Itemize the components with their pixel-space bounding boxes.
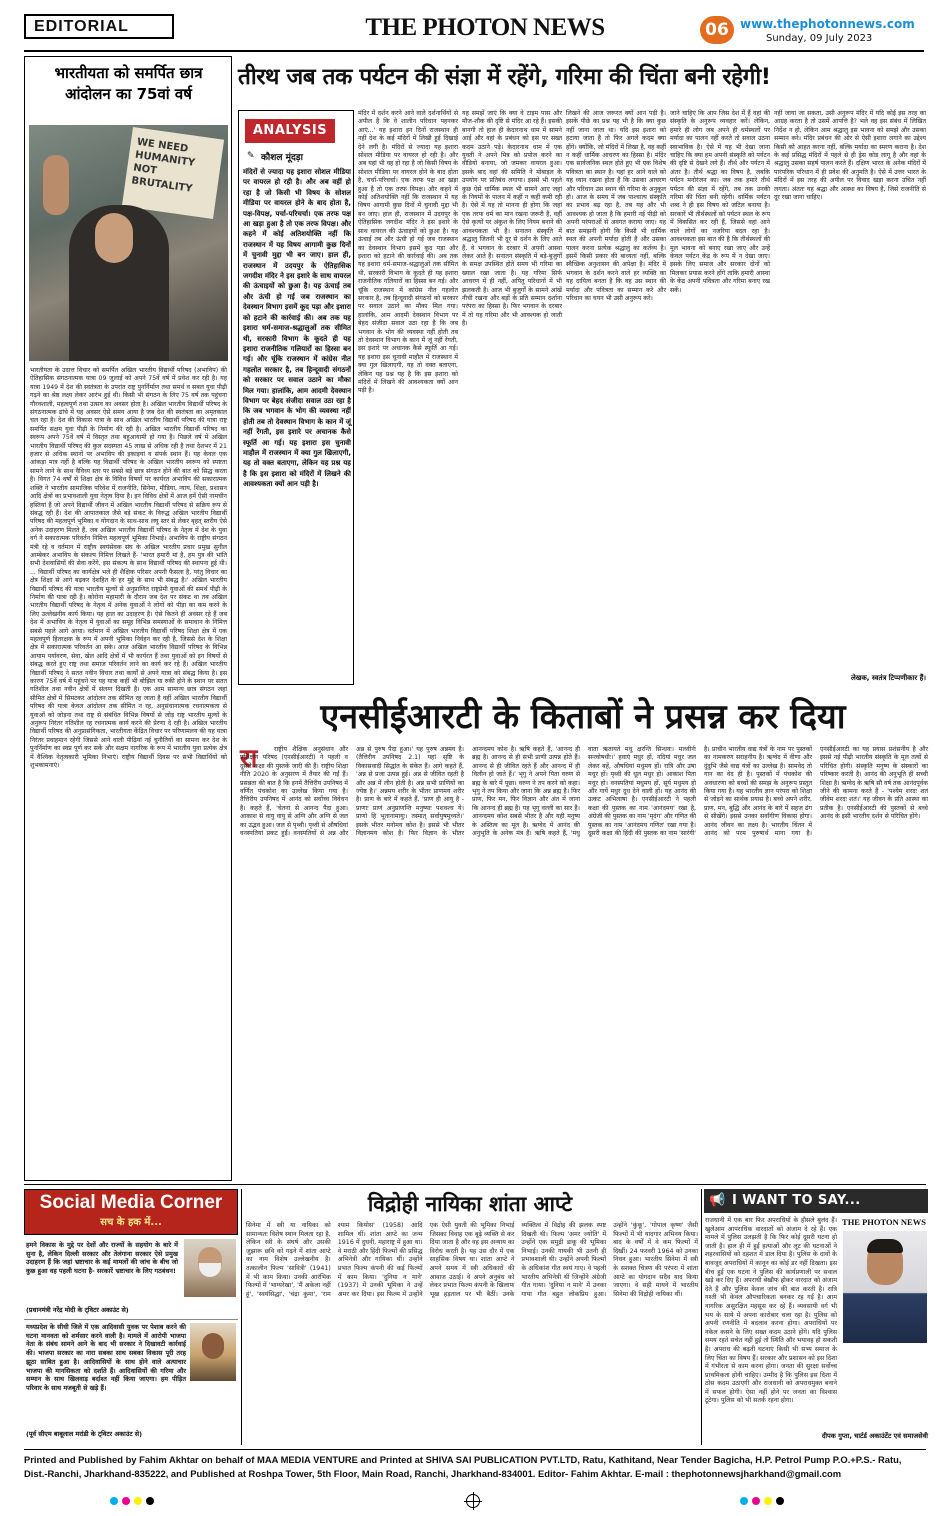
masthead-logo — [365, 14, 605, 46]
ncert-dropcap: रा — [240, 744, 258, 774]
author-photo — [843, 1231, 927, 1343]
black-swatch-2 — [776, 1497, 784, 1505]
iwts-body: राजधानी में एक बार फिर अपराधियों के हौसले बुलंद हैं। खुलेआम आपराधिक वारदातों को अंजाम दे रहे हैं। एक मामले में पुलिस उलझती है कि फिर कोई दूसरी घटना हो जाती है। हाल ही में हुई हत्याओं और लूट की घटनाओं ने शहरवासियों को दहशत में डाल दिया है। पुलिस के दावों के बावजूद अपराधियों में कानून का कोई डर नहीं दिखता। इस बीच हुई एक घटना ने पुलिस की कार्यप्रणाली पर सवाल खड़े कर दिए हैं। अपराधी बेखौफ होकर वारदात को अंजाम देते हैं और पुलिस केवल जांच की बात करती है। रात्रि गश्ती भी केवल औपचारिकता बनकर रह गई है। आम नागरिक असुरक्षित महसूस कर रहे हैं। व्यवसायी वर्ग भी भय के साये में अपना कारोबार चला रहा है। पुलिस को अपनी रणनीति में बदलाव करना होगा। अपराधियों पर नकेल कसने के लिए सख्त कदम उठाने होंगे। यदि पुलिस समय रहते सचेत नहीं हुई तो स्थिति और भयावह हो सकती है। अपराध की बढ़ती घटनाएं किसी भी सभ्य समाज के लिए चिंता का विषय हैं। सरकार और प्रशासन को इस दिशा में गंभीरता से काम करना होगा। जनता की सुरक्षा सर्वोच्च प्राथमिकता होनी चाहिए। उम्मीद है कि पुलिस इस दिशा में ठोस कदम उठाएगी और राजधानी को अपराधमुक्त बनाने में सफल होगी। ऐसा नहीं होने पर जनता का विश्वास टूटेगा। पुलिस को भी सतर्क रहना होगा। — [705, 1217, 837, 1405]
social-post-2 — [24, 1323, 238, 1443]
social-post-1-source: (प्रधानमंत्री नरेंद्र मोदी के ट्विटर अकाउंट से) — [26, 1306, 129, 1314]
yellow-swatch-2 — [764, 1497, 772, 1505]
iwts-title: I WANT TO SAY... — [732, 1193, 861, 1208]
megaphone-icon: 📢 — [709, 1193, 726, 1208]
lead-col4: जाने चाहिए कि आप जिस देश में हैं वहां की संस्कृति के अनुरूप व्यवहार करें। लेकिन, हमारे ही लोग जब अपने ही धर्मस्थलों पर मर्यादा का पालन नहीं करते तो सवाल उठना स्वाभाविक है। ऐसे में यह भी देखा जाना चाहिए कि क्या हम अपनी संस्कृति को पर्यटन की दृष्टि से देखने लगे हैं। तीर्थ और पर्यटन में अंतर है। तीर्थ श्रद्धा का विषय है, जबकि पर्यटन मनोरंजन का। जब तक हमारे तीर्थ पर्यटन की संज्ञा में रहेंगे, तब तक उनकी गरिमा की चिंता बनी रहेगी। धार्मिक पर्यटन शब्द ने ही इस विषय को जटिल बनाया है। सरकारें भी तीर्थस्थलों को पर्यटन स्थल के रूप में विकसित कर रही हैं, जिससे वहां आने वाले लोगों का नजरिया बदल रहा है। आवश्यकता इस बात की है कि तीर्थस्थलों की मूल भावना को बनाए रखा जाए और उन्हें केवल पर्यटन केंद्र के रूप में न देखा जाए। इसके लिए समाज और सरकार दोनों को मिलकर प्रयास करने होंगे ताकि हमारी आस्था के केंद्र अपनी पवित्रता और गरिमा बनाए रख सकें। — [670, 110, 770, 294]
imprint-line-1: Printed and Published by Fahim Akhtar on behalf of MAA MEDIA VENTURE and Printed at SHIVA SAI PUBLICATION PVT.LTD, Ratu, Kathitand, Near Tender Bagicha, H.P. Petrol Pump P.O.+P.S.- Ratu, — [24, 1454, 902, 1465]
page-number-badge — [700, 16, 734, 44]
social-post-1-text: हमने विकास के मुद्दे पर देशों और राज्यों के सहयोग के बारे में सुना है, लेकिन दिल्ली सरकार और तेलंगाना सरकार ऐसे प्रमुख उदाहरण हैं कि जहां भ्रष्टाचार के कई मामलों की जांच के बीच जो कुछ हुआ वह पहली घटना है- सरकारें भ्रष्टाचार के लिए गठबंधन! — [26, 1241, 178, 1276]
shanta-text: सिनेमा में स्त्री या नायिका को सामान्यतः विशेष स्थान मिलता रहा है, लेकिन स्त्री के संघर्ष और उसकी जुझारू छवि को गढ़ने में शांता आप्टे का नाम विशेष उल्लेखनीय है। तत्कालीन फिल्म 'सावित्री' (1941) में भी काम किया। उनकी आरंभिक फिल्मों में 'भाग्यरेखा', 'मैं अकेला नहीं हूं', 'स्वयंसिद्धा', 'चंद्रा कुमा', 'राम श्याम कियोस' (1958) आदि शामिल थीं। शांता आप्टे का जन्म 1916 में दुधनी, महाराष्ट्र में हुआ था। वे मराठी और हिंदी फिल्मों की प्रसिद्ध अभिनेत्री और गायिका थीं। उन्होंने प्रभात फिल्म कंपनी की कई फिल्मों में काम किया। 'दुनिया न माने' (1937) में उनकी भूमिका ने उन्हें अमर कर दिया। इस फिल्म में उन्होंने एक ऐसी युवती की भूमिका निभाई जिसका विवाह एक बूढ़े व्यक्ति से कर दिया जाता है और वह इस अन्याय का विरोध करती है। यह उस दौर में एक साहसिक विषय था। शांता आप्टे ने अपने समय में स्त्री अधिकारों की आवाज उठाई। वे अपने अनुबंध को लेकर प्रभात फिल्म कंपनी के खिलाफ भूख हड़ताल पर भी बैठीं। उनके व्यक्तित्व में विद्रोह की झलक स्पष्ट दिखती थी। फिल्म 'अमर ज्योति' में उन्होंने एक समुद्री डाकू की भूमिका निभाई। उनकी गायकी भी उतनी ही प्रभावशाली थी। उन्होंने अपनी फिल्मों के अधिकांश गीत स्वयं गाए। वे पहली भारतीय अभिनेत्री थीं जिन्होंने अंग्रेजी गीत गाया। 'दुनिया न माने' में उनका गाया गीत बहुत लोकप्रिय हुआ। उन्होंने 'कुंकू', 'गोपाल कृष्ण' जैसी फिल्मों में भी यादगार अभिनय किया। बाद के वर्षों में वे कम फिल्मों में दिखीं। 24 फरवरी 1964 को उनका निधन हुआ। भारतीय सिनेमा में स्त्री के सशक्त चित्रण की परंपरा में शांता आप्टे का योगदान सदैव याद किया जाएगा। वे सही मायने में भारतीय सिनेमा की विद्रोही नायिका थीं। — [246, 1222, 698, 1298]
registration-mark — [466, 1494, 480, 1508]
yellow-swatch — [134, 1497, 142, 1505]
i-want-to-say — [704, 1189, 928, 1445]
lead-headline: तीरथ जब तक पर्यटन की संज्ञा में रहेंगे, गरिमा की चिंता बनी रहेगी! — [238, 64, 771, 90]
modi-beard — [199, 1263, 221, 1277]
color-bar-left — [110, 1497, 200, 1505]
iwts-paper-name: THE PHOTON NEWS — [842, 1217, 926, 1227]
lead-byline: कौशल मूंदड़ा — [261, 153, 303, 163]
iwts-signature: दीपक गुप्ता, चार्टर्ड अकाउंटेंट एवं समाजसेवी — [821, 1432, 928, 1440]
social-post-2-source: (पूर्व सीएम बाबूलाल मरांडी के ट्विटर अकाउंट से) — [26, 1430, 143, 1438]
lead-author-note: लेखक, स्वतंत्र टिप्पणीकार हैं। — [850, 674, 926, 682]
placard-text: WE NEED HUMANITY NOT BRUTALITY — [130, 136, 196, 195]
cyan-swatch — [110, 1497, 118, 1505]
imprint-line-2: Dist.-Ranchi, Jharkhand-835222, and Published at Roshpa Tower, 5th Floor, Main Road, Ranchi, Jharkhand-834001. Editor- Fahim Akhtar. E-mail : thephotonnewsjharkhand@gmail.com — [24, 1468, 842, 1479]
protester-face — [95, 213, 133, 263]
sidebar-headline: भारतीयता को समर्पित छात्र आंदोलन का 75वां वर्ष — [54, 64, 203, 103]
protest-photo — [29, 125, 228, 361]
page-number: 06 — [705, 20, 729, 40]
pen-icon: ✎ — [247, 151, 255, 161]
black-swatch — [146, 1497, 154, 1505]
lead-intro: मंदिरों से ज्यादा यह इशारा सोशल मीडिया पर वायरल हो रही है। और अब वहीं हो रहा है जो किसी भी विषय के सोशल मीडिया पर वायरल होने के बाद होता है, पक्ष-विपक्ष, पर्चा-परिचर्चा। एक तरफ पक्ष आ खड़ा हुआ है तो एक तरफ विपक्ष। और कहने में कोई अतिशयोक्ति नहीं कि राजस्थान में यह विषय आगामी कुछ दिनों में चुनावी मुद्दा भी बन जाए। हाल ही, राजस्थान में उदयपुर के ऐतिहासिक जगदीश मंदिर ने इस इशारे के साथ वायरल की ऊंचाइयों को छुआ है। यह ऊंचाई तब और ऊंची हो गई जब राजस्थान का देवस्थान विभाग इसमें कूद पड़ा और इशारा को हटाने की कार्रवाई की। अब तक यह इशारा धर्म-समाज-श्रद्धालुओं तक सीमित थी, सरकारी विभाग के कूदते ही यह इशारा राजनीतिक गलियारों का हिस्सा बन गई। और चूंकि राजस्थान में कांग्रेस नीत गहलोत सरकार है, तब हिन्दूवादी संगठनों को सरकार पर सवाल उठाने का मौका मिल गया। हालांकि, आम आदमी देवस्थान विभाग पर बेहद संजीदा सवाल उठा रहा है कि जब भगवान के भोग की व्यवस्था नहीं होती तब तो देवस्थान विभाग के कान में जूं नहीं रेंगती, इस इशारे पर अचानक कैसे स्फूर्ति आ गई। यह इशारा इस चुनावी माहौल में राजस्थान में क्या गुल खिलाएगी, यह तो वक्त बताएगा, लेकिन यह प्रश्न यह है कि इस इशारा को मंदिरों में लिखने की आवश्यकता क्यों आन पड़ी है। — [243, 168, 351, 489]
social-media-corner — [24, 1189, 238, 1445]
social-post-2-text: मध्यप्रदेश के सीधी जिले में एक आदिवासी युवक पर पेशाब करने की घटना मानवता को शर्मसार करने वाली है। मामले में आरोपी भाजपा नेता के संबंध सामने आने के बाद भी सरकार ने दिखावटी कार्रवाई की। भाजपा सरकार का नारा सबका साथ सबका विकास पूरी तरह झूठा साबित हुआ है। आदिवासियों के साथ होने वाले अत्याचार भाजपा की मानसिकता को दर्शाते हैं। आदिवासियों की गरिमा और सम्मान के साथ खिलवाड़ बर्दाश्त नहीं किया जाएगा। हम पीड़ित परिवार के साथ मजबूती से खड़े हैं। — [26, 1323, 186, 1392]
social-subtitle: सच के हक में... — [100, 1217, 162, 1228]
shanta-headline: विद्रोही नायिका शांता आप्टे — [367, 1192, 573, 1216]
modi-avatar — [184, 1239, 236, 1297]
analysis-label: ANALYSIS — [252, 123, 328, 138]
ncert-body — [240, 746, 928, 1178]
analysis-tag — [245, 119, 335, 143]
mid-rule — [24, 1184, 926, 1185]
ncert-headline: एनसीईआरटी के किताबों ने प्रसन्न कर दिया — [320, 697, 846, 737]
marandi-avatar — [190, 1323, 236, 1381]
lead-col3: लिखने की आज जरूरत क्यों आन पड़ी है। इसके पीछे का प्रश्न यह भी है कि क्या कुछ नहीं जाना जाता था। यदि इस इशारा को हटाया जाता है तो फिर अगले कदम क्या होंगे। क्योंकि, जो मंदिरों में लिखा है, वह कहीं न कहीं धार्मिक आचरण का हिस्सा है। मंदिर एक सार्वजनिक स्थल होते हुए भी एक विशेष पवित्रता का स्थान है। यहां हर आने वाले को यह ध्यान रखना होता है कि उसका आचरण और परिधान उस स्थान की गरिमा के अनुकूल हो। आज के समय में जब पाश्चात्य संस्कृति का प्रभाव बढ़ रहा है, तब यह और भी आवश्यक हो जाता है कि हमारी नई पीढ़ी को अपनी परंपराओं से अवगत कराया जाए। यह बात समझनी होगी कि किसी भी धार्मिक स्थल की अपनी मर्यादा होती है और उसका पालन करना प्रत्येक श्रद्धालु का कर्तव्य है। इसमें किसी प्रकार की बाध्यता नहीं, बल्कि स्वैच्छिक अनुशासन की अपेक्षा है। मंदिर में भगवान के दर्शन करने वाले हर व्यक्ति का यह दायित्व बनता है कि वह उस स्थान की मर्यादा और पवित्रता का सम्मान करे और परिधान का चयन भी उसी अनुरूप करे। — [566, 110, 666, 302]
col-rule-right — [701, 1189, 702, 1445]
sidebar-body: भारतीयता के उदात्त विचार को समर्पित अखिल भारतीय विद्यार्थी परिषद (अभाविप) की ऐतिहासिक संगठनात्मक यात्रा 09 जुलाई को अपने 75वें वर्ष में प्रवेश कर रही है। यह यात्रा 1949 में देश की स्वतंत्रता के उपरांत राष्ट्र पुनर्निर्माण तथा समर्थ व सबल युवा पीढ़ी गढ़ने का श्रेष्ठ लक्ष्य लेकर आरंभ हुई थी। किसी भी संगठन के लिए 75 वर्ष तक पहुंचना गौरवशाली, महत्वपूर्ण तथा उत्सव का अवसर होता है। अखिल भारतीय विद्यार्थी परिषद के संगठनात्मक ढांचे में यह अवसर ऐसे समय आया है जब देश की स्वतंत्रता का अमृतकाल चल रहा है। देश की विकास यात्रा के साथ अखिल भारतीय विद्यार्थी परिषद की यात्रा राष्ट्र समर्पित सक्षम युवा पीढ़ी के निर्माण की रही है। अखिल भारतीय विद्यार्थी परिषद का स्वरूप अपने 75वें वर्ष में विस्तृत तथा बहुआयामी हो गया है। पिछले वर्ष में अखिल भारतीय विद्यार्थी परिषद की कुल सदस्यता 45 लाख से अधिक रही है तथा देशभर में 21 हजार से अधिक स्थानों पर अभाविप की इकाइयां व संपर्क स्थान हैं। यह केवल एक आंकड़ा मात्र नहीं है बल्कि यह विद्यार्थी परिषद के अखिल भारतीय स्वरूप को स्पष्टता सामने लाने के साथ वैविध्य स्तर पर सबसे बड़े छात्र संगठन होने की बात को सिद्ध करता है। विगत 74 वर्षों से शिक्षा क्षेत्र के विविध विषयों पर कार्यरत अभाविप की सकारात्मक शक्ति ने भारतीय सामाजिक परिवेश में राजनीति, सिनेमा, मीडिया, न्याय, शिक्षा, प्रशासन आदि क्षेत्रों का प्रभावशाली युवा नेतृत्व दिया है। इन विविध क्षेत्रों में आज हमें ऐसी नामचीन हस्तियां हैं जो अपने विद्यार्थी जीवन में अखिल भारतीय विद्यार्थी परिषद से सक्रिय रूप से संबद्ध रही हैं। देश की आपातकाल जैसे बड़े संकट के विरुद्ध अखिल भारतीय विद्यार्थी परिषद की महत्वपूर्ण भूमिका व योगदान के साथ-साथ लघु स्तर से लेकर बृहत् स्तरीय ऐसे अनेक उदाहरण मिलते हैं, जब अखिल भारतीय विद्यार्थी परिषद के नेतृत्व में देश के युवा वर्ग ने सकारात्मक परिवर्तन निमित्त महत्वपूर्ण भूमिका निभाई। अभाविप के राष्ट्रीय संगठन मंत्री रहे व वर्तमान में राष्ट्रीय स्वयंसेवक संघ के अखिल भारतीय प्रचार प्रमुख सुनील आम्बेकर अभाविप के संकल्प निमित्त लिखते हैं- 'भारत हमारी मां है, हम पुत्र की भांति सभी देशवासियों की सेवा करेंगे, इस संकल्प के साथ विद्यार्थी परिषद की स्थापना हुई थी। ... विद्यार्थी परिषद का कार्यक्षेत्र भले ही शैक्षिक परिसर अपनी फैसला है, परंतु विचार का क्षेत्र शिक्षा से आगे बढ़कर देशहित के हर मुद्दे के साथ भी संबद्ध है।' अखिल भारतीय विद्यार्थी परिषद की यात्रा भारतीय मूल्यों से अनुप्राणित राष्ट्रप्रेमी युवाओं की समर्थ पीढ़ी के निर्माण की यात्रा रही है। कोरोना महामारी के दौरान जब देश पर संकट था तब अखिल भारतीय विद्यार्थी परिषद के नेतृत्व में अनेक युवाओं ने लोगों को पीड़ा का कम करने के लिए उल्लेखनीय कार्य किया। यह हाल का उदाहरण है। ऐसे कितने ही अवसर रहे हैं जब देश में अभाविप के नेतृत्व में युवाओं का समूह विभिन्न समस्याओं के समाधान के निमित्त सबसे पहले आगे आया। वर्तमान में अखिल भारतीय विद्यार्थी परिषद शिक्षा क्षेत्र में एक महत्वपूर्ण हितरक्षक के रूप में अपनी भूमिका निर्वहन कर रही है, जिससे देश के शिक्षा क्षेत्र में सकारात्मक परिवर्तन आ सके। आज अखिल भारतीय विद्यार्थी परिषद के विभिन्न आयाम पर्यावरण, सेवा, खेल आदि क्षेत्रों में भी कार्यरत हैं तथा युवाओं को इन विषयों से संबद्ध करते हुए राष्ट्र तथा समाज परिवर्तन लाने का कार्य कर रहे हैं। अखिल भारतीय विद्यार्थी परिषद ने सतत नवीन विचार तथा कार्यों से अपने यात्रा को संबद्ध किया है। इस कारण 75वें वर्ष में पहुंचने पर यह यात्रा कहीं भी बोझिल या रुकी होने के स्थान पर सतत गतिशील तथा नवीन क्षेत्रों में संलग्न दिखती है। एक आम सामान्य छात्र संगठन जहां सीमित क्षेत्रों में सिमटकर आंदोलन तक सीमित रह जाता है वहीं अखिल भारतीय विद्यार्थी परिषद की यात्रा केवल आंदोलन तक सीमित न रह, अनुसंधानात्मक रचनात्मकता से युवाओं को जोड़ना तथा राष्ट्र से संबंधित विभिन्न विषयों से जोड़ राष्ट्र भारतीय मूल्यों के अनुरूप निरंतर गतिशील रह रचनात्मक कार्य करने की प्रेरणा दे रही है। अखिल भारतीय विद्यार्थी परिषद की अनुप्रासंगिकता, भारतीयता केंद्रित विचार पर परिणामलय की यह यात्रा निरंतर प्रवाहमान रहेगी जिससे आने वाली पीढ़ियां नई चुनौतियों का सामना कर देश के पुनर्निर्माण का स्वप्न पूर्ण कर सकें और सक्षम नागरिक के रूप में भारतीय युवा प्रत्येक क्षेत्र में वैश्विक नेतृत्वकारी भूमिका निभाएं। राष्ट्रीय विद्यार्थी दिवस पर सभी विद्यार्थियों को शुभकामनाएं। — [30, 367, 227, 770]
masthead-rule — [24, 50, 924, 52]
social-title: Social Media Corner — [39, 1192, 223, 1213]
shanta-body — [246, 1222, 698, 1444]
issue-date: Sunday, 09 July 2023 — [766, 33, 873, 44]
paper-name: THE PHOTON NEWS — [365, 14, 605, 41]
lead-col5: नहीं जाया जा सकता, उसी अनुरूप मंदिर में यदि कोई इस तरह का आग्रह करता है तो उसमें आपत्ति है? भले वह इस संबंध में लिखित निर्देश न हो, लेकिन आम श्रद्धालु इस भावना को समझे और उसका सम्मान करे। मंदिर प्रबंधन की ओर से ऐसी इशारा लगाने का उद्देश्य किसी को आहत करना नहीं, बल्कि मर्यादा का स्मरण कराना है। देश के कई प्रसिद्ध मंदिरों में पहले से ही ड्रेस कोड लागू है और वहां के श्रद्धालु उसका सहर्ष पालन करते हैं। दक्षिण भारत के अनेक मंदिरों में पारंपरिक परिधान में ही प्रवेश की अनुमति है। ऐसे में उत्तर भारत के मंदिरों में इस तरह की अपील पर विवाद खड़ा करना उचित नहीं लगता। अंततः यह श्रद्धा और आस्था का विषय है, जिसे राजनीति से दूर रखा जाना चाहिए। — [774, 110, 926, 202]
lead-col1: मंदिर में दर्शन करने आने वाले दर्शनार्थियों से अपील है कि वे शालीन परिधान पहनकर आएं...' यह इशारा इन दिनों राजस्थान ही नहीं देश के कई मंदिरों में लिखी हुई दिखाई देने लगी है। मंदिरों से ज्यादा यह इशारा सोशल मीडिया पर वायरल हो रही है। और अब यहां भी वह हो रहा है जो किसी विषय के सोशल मीडिया पर वायरल होने के बाद होता है, चर्चा-परिचर्चा। एक तरफ पक्ष आ खड़ा हुआ है तो एक तरफ विपक्ष। और कहने में कोई अतिशयोक्ति नहीं कि राजस्थान में यह विषय आगामी कुछ दिनों में चुनावी मुद्दा भी बन जाए। हाल ही, राजस्थान में उदयपुर के ऐतिहासिक जगदीश मंदिर ने इस इशारे के साथ वायरल की ऊंचाइयों को छुआ है। यह ऊंचाई तब और ऊंची हो गई जब राजस्थान का देवस्थान विभाग इसमें कूद पड़ा और इशारा को हटाने की कार्रवाई की। अब तक यह इशारा धर्म-समाज-श्रद्धालुओं तक सीमित थी, सरकारी विभाग के कूदते ही यह इशारा राजनीतिक गलियारों का हिस्सा बन गई। और चूंकि राजस्थान में कांग्रेस नीत गहलोत सरकार है, तब हिन्दूवादी संगठनों को सरकार पर सवाल उठाने का मौका मिल गया। हालांकि, आम आदमी देवस्थान विभाग पर बेहद संजीदा सवाल उठा रहा है कि जब भगवान के भोग की व्यवस्था नहीं होती तब तो देवस्थान विभाग के कान में जूं नहीं रेंगती, इस इशारे पर अचानक कैसे स्फूर्ति आ गई। यह इशारा इस चुनावी माहौल में राजस्थान में क्या गुल खिलाएगी, यह तो वक्त बताएगा, लेकिन यह प्रश्न यह है कि इस इशारा को मंदिरों में लिखने की आवश्यकता क्यों आन पड़ी है। — [358, 110, 458, 395]
color-bar-right — [740, 1497, 830, 1505]
footer-rule — [24, 1449, 926, 1450]
lead-col1-box — [238, 110, 354, 685]
social-divider — [24, 1319, 238, 1320]
ncert-text: राष्ट्रीय शैक्षिक अनुसंधान और प्रशिक्षण परिषद (एनसीईआरटी) ने पहली व दूसरी कक्षा की पुस्तकें जारी की हैं। राष्ट्रीय शिक्षा नीति 2020 के अनुसरण में तैयार की गईं हैं। प्रसन्नता की बात है कि इनमें तैत्तिरीय उपनिषद में वर्णित पंचकोश का उल्लेख किया गया है। तैत्तिरीय उपनिषद में आनंद को सर्वोच्च विवेचन है। कहते हैं, 'चेतना से आनन्द पैदा हुआ। आकाश से वायु वायु से अग्नि और अग्नि से जल का उद्भव हुआ। जल से पृथ्वी। पृथ्वी से औषधियां वनस्पतियां प्रकट हुईं। वनस्पतियों से अन्न और अन्न से पुरुष पैदा हुआ।' यह पुरुष अन्नमय है। (तैत्तिरीय उपनिषद 2.1) यहां सृष्टि के विकासवादी सिद्धांत के संकेत हैं। आगे कहते हैं, 'अन्न से प्रजा उत्पन्न हुई। अन्न से जीवित रहती है और अन्न में लीन होती है। अन्न सभी प्राणियों का ज्येष्ठ है।' अन्नमय शरीर के भीतर प्राणमय शरीर है। प्राण के बारे में कहते हैं, 'प्राण ही आयु है - प्राणाः प्राणं अनुप्राणन्ति मनुष्याः पशवश्च ये। प्राणो हि भूतानामायुः। तस्मात् सर्वायुषमुच्यते।' इसके भीतर मनोमय कोश है। इससे भी भीतर विज्ञानमय कोश है। फिर विज्ञान के भीतर आनन्दमय कोश है। ऋषि कहते हैं, 'आनन्द ही ब्रह्म है। आनन्द से ही सभी प्राणी उत्पन्न होते हैं। आनन्द से ही जीवित रहते हैं और आनन्द में ही विलीन हो जाते हैं।' भृगु ने अपने पिता वरुण से ब्रह्म के बारे में पूछा। वरुण ने तप करने को कहा। भृगु ने तप किया और जाना कि अन्न ब्रह्म है। फिर प्राण, फिर मन, फिर विज्ञान और अंत में जाना कि आनन्द ही ब्रह्म है। यह भृगु वल्ली का सार है। आनन्दमय कोश सबसे भीतर है और यही मनुष्य के अस्तित्व का मूल है। ऋग्वेद में आनंद की अनुभूति के अनेक मंत्र हैं। ऋषि कहते हैं, 'मधु वाता ऋतायते मधु क्षरन्ति सिन्धवः। माध्वीर्नः सन्त्वोषधीः।' हवाएं मधुर हों, नदियां मधुर जल लेकर बहें, औषधियां मधुमय हों। रात्रि और उषा मधुर हों। पृथ्वी की धूल मधुर हो। आकाश पिता मधुर हो। वनस्पतियां मधुमय हों, सूर्य मधुमय हो और गायें मधुर दूध देने वाली हों। यह आनंद की उत्कट अभिलाषा है। एनसीईआरटी ने पहली कक्षा की पुस्तक का नाम 'आनंदमय' रखा है, अंग्रेजी की पुस्तक का नाम 'मृदंग' और गणित की पुस्तक का नाम 'आनंदमय गणित' रखा गया है। दूसरी कक्षा की हिंदी की पुस्तक का नाम 'सारंगी' है। प्राचीन भारतीय वाद्य यंत्रों के नाम पर पुस्तकों का नामकरण सराहनीय है। ऋग्वेद में वीणा और दुंदुभि जैसे वाद्य यंत्रों का उल्लेख है। सामवेद तो गान का वेद ही है। पुस्तकों में पंचकोश की अवधारणा को बच्चों की समझ के अनुरूप प्रस्तुत किया गया है। यह भारतीय ज्ञान परंपरा को शिक्षा से जोड़ने का सार्थक प्रयास है। बच्चे अपने शरीर, प्राण, मन, बुद्धि और आनंद के बारे में सहज ढंग से सीखेंगे। इससे उनका सर्वांगीण विकास होगा। आनंद जीवन का लक्ष्य है। भारतीय चिंतन में आनंद को परम पुरुषार्थ माना गया है। एनसीईआरटी का यह प्रयास प्रशंसनीय है और इससे नई पीढ़ी भारतीय संस्कृति के मूल तत्वों से परिचित होगी। संस्कृति मनुष्य के संस्कारों का परिष्कार करती है। आनंद की अनुभूति ही सच्ची शिक्षा है। ऋग्वेद के ऋषि सौ वर्ष तक आनंदपूर्वक जीने की कामना करते हैं - 'पश्येम शरदः शतं जीवेम शरदः शतं।' यह जीवन के प्रति आस्था का प्रतीक है। एनसीईआरटी की पुस्तकों से बच्चे आनंद के इसी भारतीय दर्शन से परिचित होंगे। — [240, 746, 928, 838]
lead-col2: यह समझें जाएं कि क्या वे टाइम पास और मौज-शौक की दृष्टि से मंदिर आ रहे हैं। इसकी बानगी तो हाल ही केदारनाथ धाम में सामने आई और वहां के प्रबंधन को इस पर सख्त कदम उठाने पड़े। केदारनाथ धाम में एक युवती ने अपने मित्र को प्रपोज करने का वीडियो बनाया, जो जमकर वायरल हुआ। इसके बाद वहां की समिति ने मोबाइल के उपयोग पर प्रतिबंध लगाया। इससे भी पहले कुछ ऐसे धार्मिक स्थल भी सामने आए जहां के नियमों के पालन में कहीं न कहीं कमी रही है। ऐसे में यह तो मानना ही होगा कि जहां एक तरफ धर्म का मान रखना जरूरी है, वहीं ऐसे कृत्यों पर अंकुश के लिए नियम बनाने की आवश्यकता भी है। सनातन संस्कृति में श्रद्धालु जितनी भी दूर से दर्शन के लिए आते हैं, वे भगवान के दरबार में अपनी आस्था लेकर आते हैं। सनातन संस्कृति में बड़े-बुजुर्गों के समक्ष उपस्थित होते समय भी गरिमा का ख्याल रखा जाता है। यह गरिमा सिर्फ आचरण में ही नहीं, अपितु परिधानों में भी झलकती है। आज भी बुजुर्गों के सामने आंखें नीची रखना और बड़ों के प्रति सम्मान दर्शाना परंपरा का हिस्सा है। फिर भगवान के दरबार में तो यह गरिमा और भी आवश्यक हो जाती है। — [462, 110, 562, 328]
cyan-swatch-2 — [740, 1497, 748, 1505]
sidebar-story — [24, 56, 232, 1181]
section-label — [24, 14, 174, 39]
social-header — [24, 1189, 238, 1235]
magenta-swatch-2 — [752, 1497, 760, 1505]
placard-shape — [122, 127, 224, 219]
section-title: EDITORIAL — [34, 18, 129, 35]
magenta-swatch — [122, 1497, 130, 1505]
website-url[interactable]: www.thephotonnews.com — [740, 17, 915, 31]
registration-cross-v — [473, 1492, 474, 1510]
social-post-1 — [24, 1239, 238, 1317]
author-hair — [867, 1239, 903, 1253]
imprint — [24, 1453, 926, 1489]
iwts-header — [704, 1189, 928, 1213]
marandi-head — [202, 1333, 224, 1359]
col-rule-left — [241, 1189, 242, 1445]
raised-fist — [43, 155, 69, 215]
